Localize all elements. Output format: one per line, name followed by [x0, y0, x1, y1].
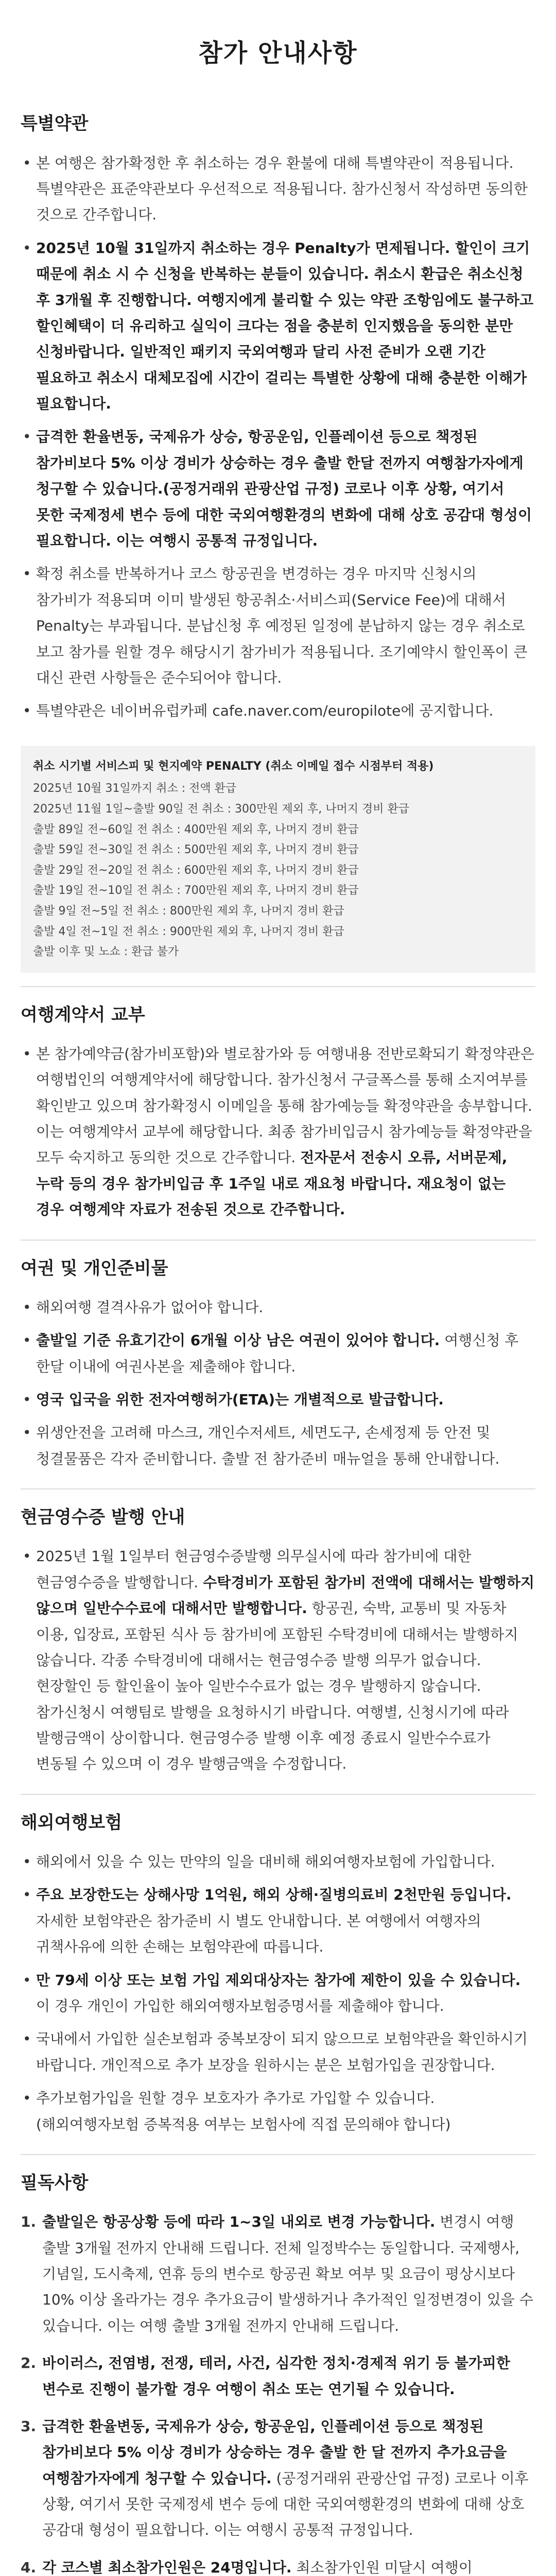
list-item — [21, 2086, 535, 2138]
travel-contract-list — [21, 1041, 535, 1240]
cancel-row: 출발 4일 전~1일 전 취소 : 900만원 제외 후, 나머지 경비 환급 — [33, 925, 344, 938]
list-item — [21, 1882, 535, 1960]
list-item — [21, 2350, 535, 2402]
list-item — [21, 1387, 535, 1413]
list-item — [21, 424, 535, 554]
item-text: 변경시 여행 출발 3개월 전까지 안내해 드립니다. 전체 일정박수는 동일합니다. 국제행사, 기념일, 도시축제, 연휴 등의 변수로 항공권 확보 여부 및 요금이 평상시보다 10% 이상 올라가는 경우 추가요금이 발생하거나 추가적인 일정변경이 있을 수 있습니다. 이는 여행 출발 3개월 전까지 안내해 드립니다. — [42, 2213, 533, 2334]
item-text: 자세한 보험약관은 참가준비 시 별도 안내합니다. 본 여행에서 여행자의 귀책사유에 의한 손해는 보험약관에 따릅니다. — [36, 1912, 481, 1956]
cancel-box-title: 취소 시기별 서비스피 및 현지예약 PENALTY (취소 이메일 접수 시점부터 적용) — [33, 759, 434, 773]
item-number: 2. — [21, 2354, 37, 2372]
list-item — [21, 1328, 535, 1380]
list-item — [21, 2414, 535, 2544]
section-title: 현금영수증 발행 안내 — [21, 1507, 185, 1528]
item-text: 2025년 1월 1일부터 현금영수증발행 의무실시에 따라 참가비에 대한 현금영수증을 발행합니다. — [36, 1548, 472, 1591]
list-item — [21, 1420, 535, 1472]
item-text: 본 참가예약금(참가비포함)와 별로참가와 등 여행내용 전반로확되기 확정약관은 여행법인의 여행계약서에 해당합니다. 참가신청서 구글폭스를 통해 소지여부를 확인받고 있으며 참가확정시 이메일을 통해 참가예능들 확정약관을 송부합니다. 이는 여행계약서 교부에 해당합니다. 최종 참가비입금시 참가예능들 확정약관을 모두 숙지하고 동의한 것으로 간주합니다. — [36, 1045, 534, 1166]
notes-section — [0, 2155, 556, 2576]
cancel-row: 2025년 11월 1일~출발 90일 전 취소 : 300만원 제외 후, 나머지 경비 환급 — [33, 802, 410, 816]
item-bold-text: 출발일 기준 유효기간이 6개월 이상 남은 여권이 있어야 합니다. — [36, 1332, 440, 1349]
item-bold-text: 출발일은 항공상황 등에 따라 1~3일 내외로 변경 가능합니다. — [42, 2213, 436, 2231]
item-bold-text: 영국 입국을 위한 전자여행허가(ETA)는 개별적으로 발급합니다. — [36, 1391, 444, 1408]
item-text: 본 여행은 참가확정한 후 취소하는 경우 환불에 대해 특별약관이 적용됩니다. 특별약관은 표준약관보다 우선적으로 적용됩니다. 참가신청서 작성하면 동의한 것으로 간주합니다. — [36, 154, 528, 224]
item-bold-text: 각 코스별 최소참가인원은 24명입니다. — [42, 2558, 292, 2576]
list-item — [21, 2555, 535, 2576]
list-item — [21, 1849, 535, 1875]
list-item — [21, 150, 535, 228]
notes-list — [21, 2209, 535, 2576]
item-text: 여행신청 후 한달 이내에 여권사본을 제출해야 합니다. — [36, 1332, 519, 1375]
item-text: 항공권, 숙박, 교통비 및 자동차 이용, 입장료, 포함된 식사 등 참가비에 포함된 수탁경비에 대해서는 발행하지 않습니다. 각종 수탁경비에 대해서는 현금영수증 발행 의무가 없습니다. 현장할인 등 할인율이 높아 일반수수료가 없는 경우 발행하지 않습니다. 참가신청시 여행팀로 발행을 요청하시기 바랍니다. 여행별, 신청시기에 따라 발행금액이 상이합니다. 현금영수증 발행 이후 예정 종료시 일반수수료가 변동될 수 있으며 이 경우 발행금액을 수정합니다. — [36, 1600, 518, 1773]
cancel-row: 출발 19일 전~10일 전 취소 : 700만원 제외 후, 나머지 경비 환급 — [33, 884, 359, 897]
item-text: 이 경우 개인이 가입한 해외여행자보험증명서를 제출해야 합니다. — [36, 1997, 444, 2015]
special-terms-section — [0, 96, 556, 972]
passport-list — [21, 1295, 535, 1488]
cancel-row: 출발 59일 전~30일 전 취소 : 500만원 제외 후, 나머지 경비 환급 — [33, 843, 359, 857]
item-bold-text: 바이러스, 전염병, 전쟁, 테러, 사건, 심각한 정치·경제적 위기 등 불가피한 변수로 진행이 불가할 경우 여행이 취소 또는 연기될 수 있습니다. — [42, 2354, 510, 2398]
item-number: 3. — [21, 2417, 37, 2435]
item-text: 해외에서 있을 수 있는 만약의 일을 대비해 해외여행자보험에 가입합니다. — [36, 1853, 495, 1871]
travel-contract-section — [0, 987, 556, 1240]
item-bold-text: 만 79세 이상 또는 보험 가입 제외대상자는 참가에 제한이 있을 수 있습니다. — [36, 1971, 521, 1989]
item-bold-text: 주요 보장한도는 상해사망 1억원, 해외 상해·질병의료비 2천만원 등입니다. — [36, 1886, 512, 1904]
item-text: 해외여행 결격사유가 없어야 합니다. — [36, 1298, 264, 1316]
item-bold-text: 급격한 환율변동, 국제유가 상승, 항공운임, 인플레이션 등으로 책정된 참가비보다 5% 이상 경비가 상승하는 경우 출발 한 달 전까지 추가요금을 여행참가자에게 청구할 수 있습니다. — [42, 2417, 507, 2487]
cash-receipt-list — [21, 1544, 535, 1794]
page-title: 참가 안내사항 — [198, 39, 358, 67]
section-title: 여행계약서 교부 — [21, 1004, 145, 1025]
cancel-row: 출발 89일 전~60일 전 취소 : 400만원 제외 후, 나머지 경비 환급 — [33, 823, 359, 836]
item-text: 위생안전을 고려해 마스크, 개인수저세트, 세면도구, 손세정제 등 안전 및 청결물품은 각자 준비합니다. 출발 전 참가준비 매뉴얼을 통해 안내합니다. — [36, 1424, 500, 1467]
list-item — [21, 2209, 535, 2339]
item-bold-text: 2025년 10월 31일까지 취소하는 경우 Penalty가 면제됩니다. 할인이 크기 때문에 취소 시 수 신청을 반복하는 분들이 있습니다. 취소시 환급은 취소신청 후 3개월 후 진행합니다. 여행지에게 불리할 수 있는 약관 조항임에도 불구하고 할인혜택이 더 유리하고 실익이 크다는 점을 충분히 인지했음을 동의한 분만 신청바랍니다. 일반적인 패키지 국외여행과 달리 사전 준비가 오랜 기간 필요하고 취소시 대체모집에 시간이 걸리는 특별한 상황에 대해 충분한 이해가 필요합니다. — [36, 239, 534, 413]
insurance-list — [21, 1849, 535, 2154]
section-title: 여권 및 개인준비물 — [21, 1258, 168, 1279]
section-title: 해외여행보험 — [21, 1812, 123, 1833]
cancel-row: 출발 29일 전~20일 전 취소 : 600만원 제외 후, 나머지 경비 환급 — [33, 863, 359, 877]
item-text: (공정거래위 관광산업 규정) 코로나 이후 상황, 여기서 못한 국제정세 변수 등에 대한 국외여행환경의 변화에 대해 상호 공감대 형성이 필요합니다. 이는 여행시 공통적 규정입니다. — [42, 2469, 529, 2539]
item-text: 최소참가인원 미달시 여행이 — [296, 2558, 473, 2576]
item-number: 1. — [21, 2213, 37, 2231]
list-item — [21, 1041, 535, 1223]
special-terms-list — [21, 150, 535, 741]
item-bold-text: 전자문서 전송시 오류, 서버문제, 누락 등의 경우 참가비입금 후 1주일 내로 재요청 바랍니다. 재요청이 없는 경우 여행계약 자료가 전송된 것으로 간주합니다. — [36, 1149, 508, 1218]
insurance-section — [0, 1795, 556, 2154]
list-item — [21, 1295, 535, 1320]
cash-receipt-section — [0, 1489, 556, 1794]
list-item — [21, 1968, 535, 2020]
section-title: 특별약관 — [21, 113, 89, 134]
notice-page — [0, 31, 556, 2576]
item-number: 4. — [21, 2558, 37, 2576]
section-title: 필독사항 — [21, 2172, 89, 2193]
item-text: 확정 취소를 반복하거나 코스 항공권을 변경하는 경우 마지막 신청시의 참가비가 적용되며 이미 발생된 항공취소·서비스피(Service Fee)에 대해서 Penalty는 부과됩니다. 분납신청 후 예정된 일정에 분납하지 않는 경우 취소로 보고 참가를 원할 경우 해당시기 참가비가 적용됩니다. 조기예약시 할인폭이 큰 대신 관련 사항들은 준수되어야 합니다. — [36, 565, 528, 686]
list-item — [21, 561, 535, 691]
item-bold-text: 수탁경비가 포함된 참가비 전액에 대해서는 발행하지 않으며 일반수수료에 대해서만 발행합니다. — [36, 1573, 535, 1617]
item-text: 추가보험가입을 원할 경우 보호자가 추가로 가입할 수 있습니다.(해외여행자보험 증복적용 여부는 보험사에 직접 문의해야 합니다) — [36, 2090, 451, 2133]
list-item — [21, 2026, 535, 2078]
item-text: 특별약관은 네이버유럽카페 cafe.naver.com/europilote에 공지합니다. — [36, 702, 494, 720]
passport-section — [0, 1241, 556, 1489]
item-text: 국내에서 가입한 실손보험과 중복보장이 되지 않으므로 보험약관을 확인하시기 바랍니다. 개인적으로 추가 보장을 원하시는 분은 보험가입을 권장합니다. — [36, 2030, 528, 2074]
list-item — [21, 1544, 535, 1777]
cancel-row: 2025년 10월 31일까지 취소 : 전액 환급 — [33, 782, 237, 795]
cancel-penalty-box — [21, 746, 535, 973]
cancel-row: 출발 9일 전~5일 전 취소 : 800만원 제외 후, 나머지 경비 환급 — [33, 904, 344, 918]
item-bold-text: 급격한 환율변동, 국제유가 상승, 항공운임, 인플레이션 등으로 책정된 참가비보다 5% 이상 경비가 상승하는 경우 출발 한달 전까지 여행참가자에게 청구할 수 있습니다.(공정거래위 관광산업 규정) 코로나 이후 상황, 여기서 못한 국제정세 변수 등에 대한 국외여행환경의 변화에 대해 상호 공감대 형성이 필요합니다. 이는 여행시 공통적 규정입니다. — [36, 428, 532, 550]
list-item — [21, 235, 535, 417]
cancel-row: 출발 이후 및 노쇼 : 환급 불가 — [33, 945, 179, 959]
list-item — [21, 698, 535, 724]
